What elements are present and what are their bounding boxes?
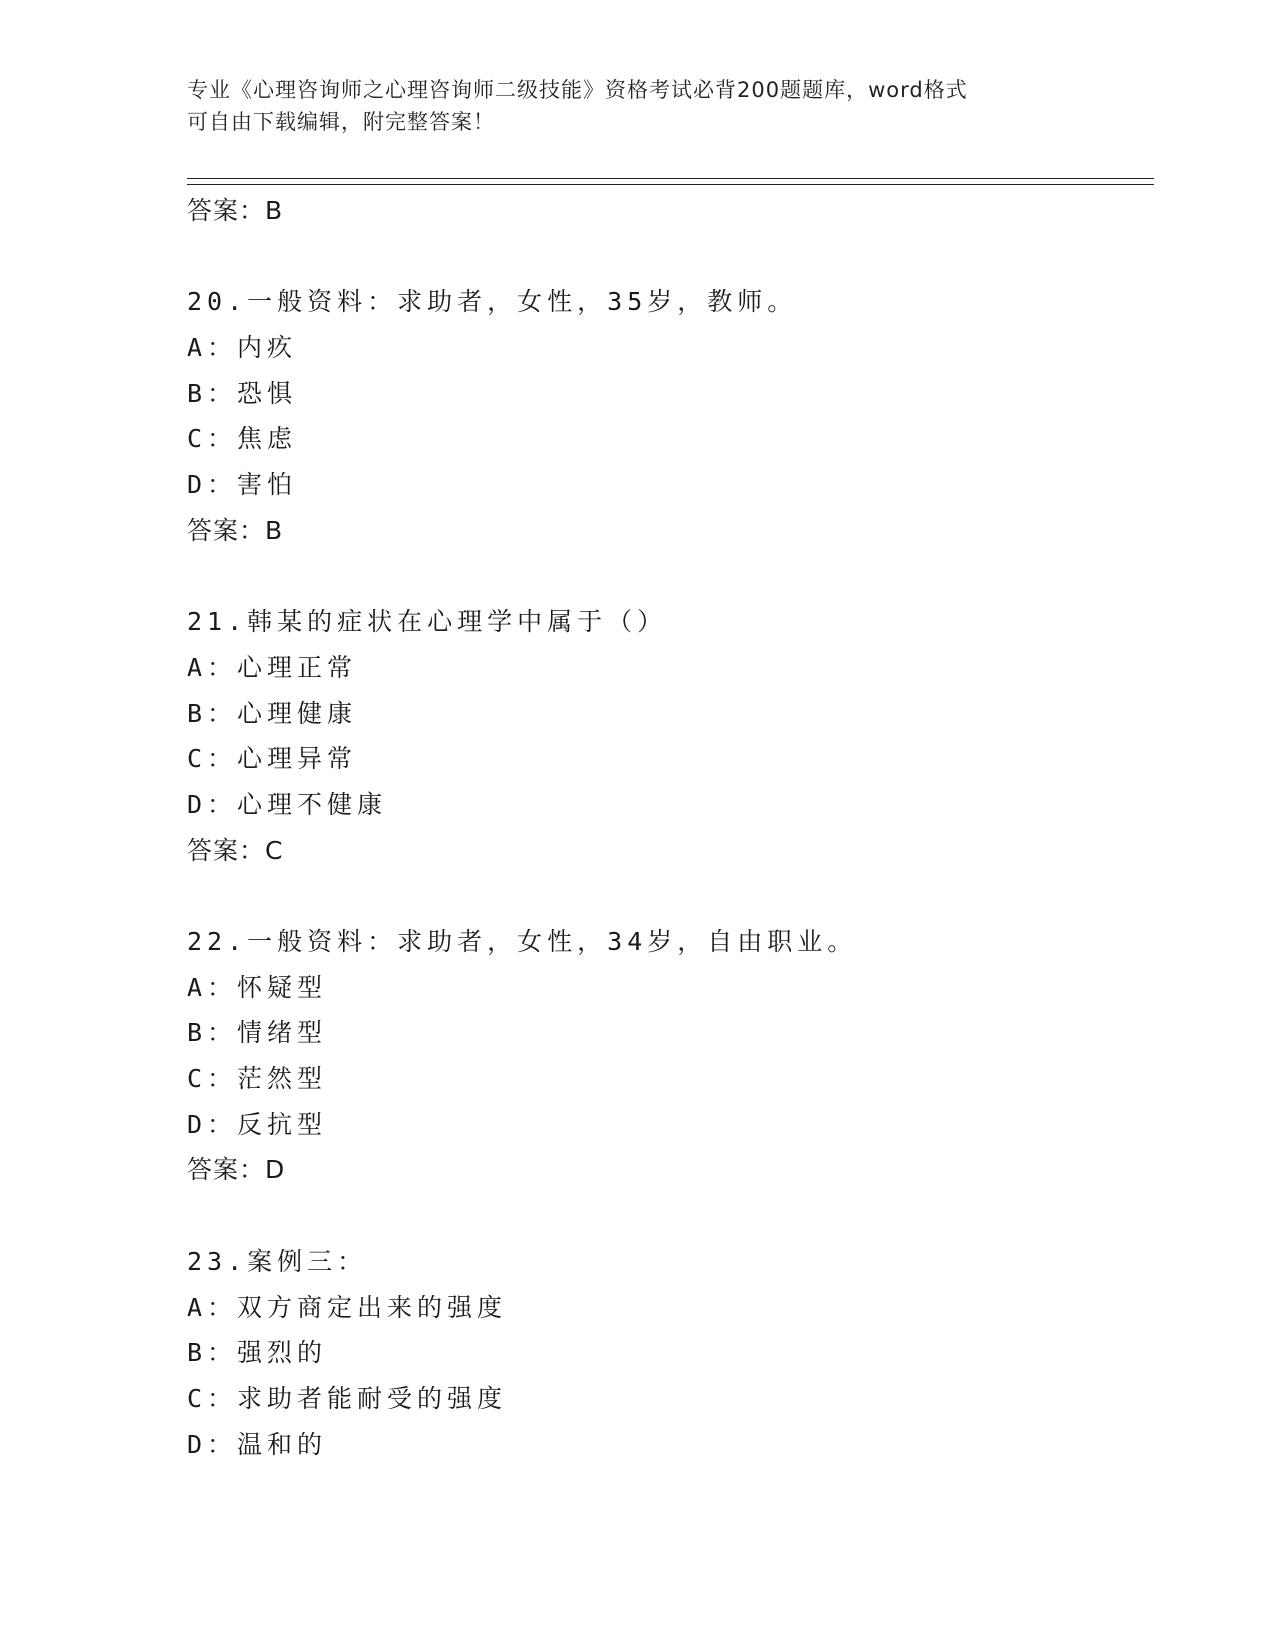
question-stem: 21.韩某的症状在心理学中属于（）	[187, 607, 668, 637]
option-d: D：害怕	[187, 470, 298, 500]
option-a: A：心理正常	[187, 652, 358, 682]
option-a: A：内疚	[187, 333, 298, 363]
option-d: D：温和的	[187, 1429, 328, 1459]
header-divider-top	[187, 178, 1154, 179]
header-line-2: 可自由下载编辑，附完整答案！	[187, 110, 495, 134]
option-c: C：茫然型	[187, 1064, 328, 1094]
option-b: B：强烈的	[187, 1338, 328, 1368]
option-c: C：焦虑	[187, 424, 298, 454]
option-d: D：反抗型	[187, 1109, 328, 1139]
option-a: A：双方商定出来的强度	[187, 1292, 508, 1322]
document-header	[187, 74, 1087, 138]
option-c: C：求助者能耐受的强度	[187, 1383, 508, 1413]
spacer	[187, 873, 1147, 919]
answer-line: 答案：B	[187, 196, 284, 225]
header-line-1: 专业《心理咨询师之心理咨询师二级技能》资格考试必背200题题库，word格式	[187, 78, 968, 102]
question-stem: 20.一般资料：求助者，女性，35岁，教师。	[187, 287, 798, 317]
option-d: D：心理不健康	[187, 789, 388, 819]
question-list	[187, 188, 1147, 1467]
option-b: B：心理健康	[187, 698, 358, 728]
option-c: C：心理异常	[187, 744, 358, 774]
option-a: A：怀疑型	[187, 972, 328, 1002]
question-stem: 23.案例三：	[187, 1246, 368, 1276]
option-b: B：情绪型	[187, 1018, 328, 1048]
spacer	[187, 1193, 1147, 1239]
header-divider-bottom	[187, 184, 1154, 185]
answer-line: 答案：B	[187, 515, 284, 545]
question-stem: 22.一般资料：求助者，女性，34岁，自由职业。	[187, 927, 858, 956]
answer-line: 答案：D	[187, 1155, 286, 1185]
spacer	[187, 234, 1147, 280]
spacer	[187, 554, 1147, 600]
answer-line: 答案：C	[187, 835, 284, 865]
option-b: B：恐惧	[187, 378, 298, 408]
